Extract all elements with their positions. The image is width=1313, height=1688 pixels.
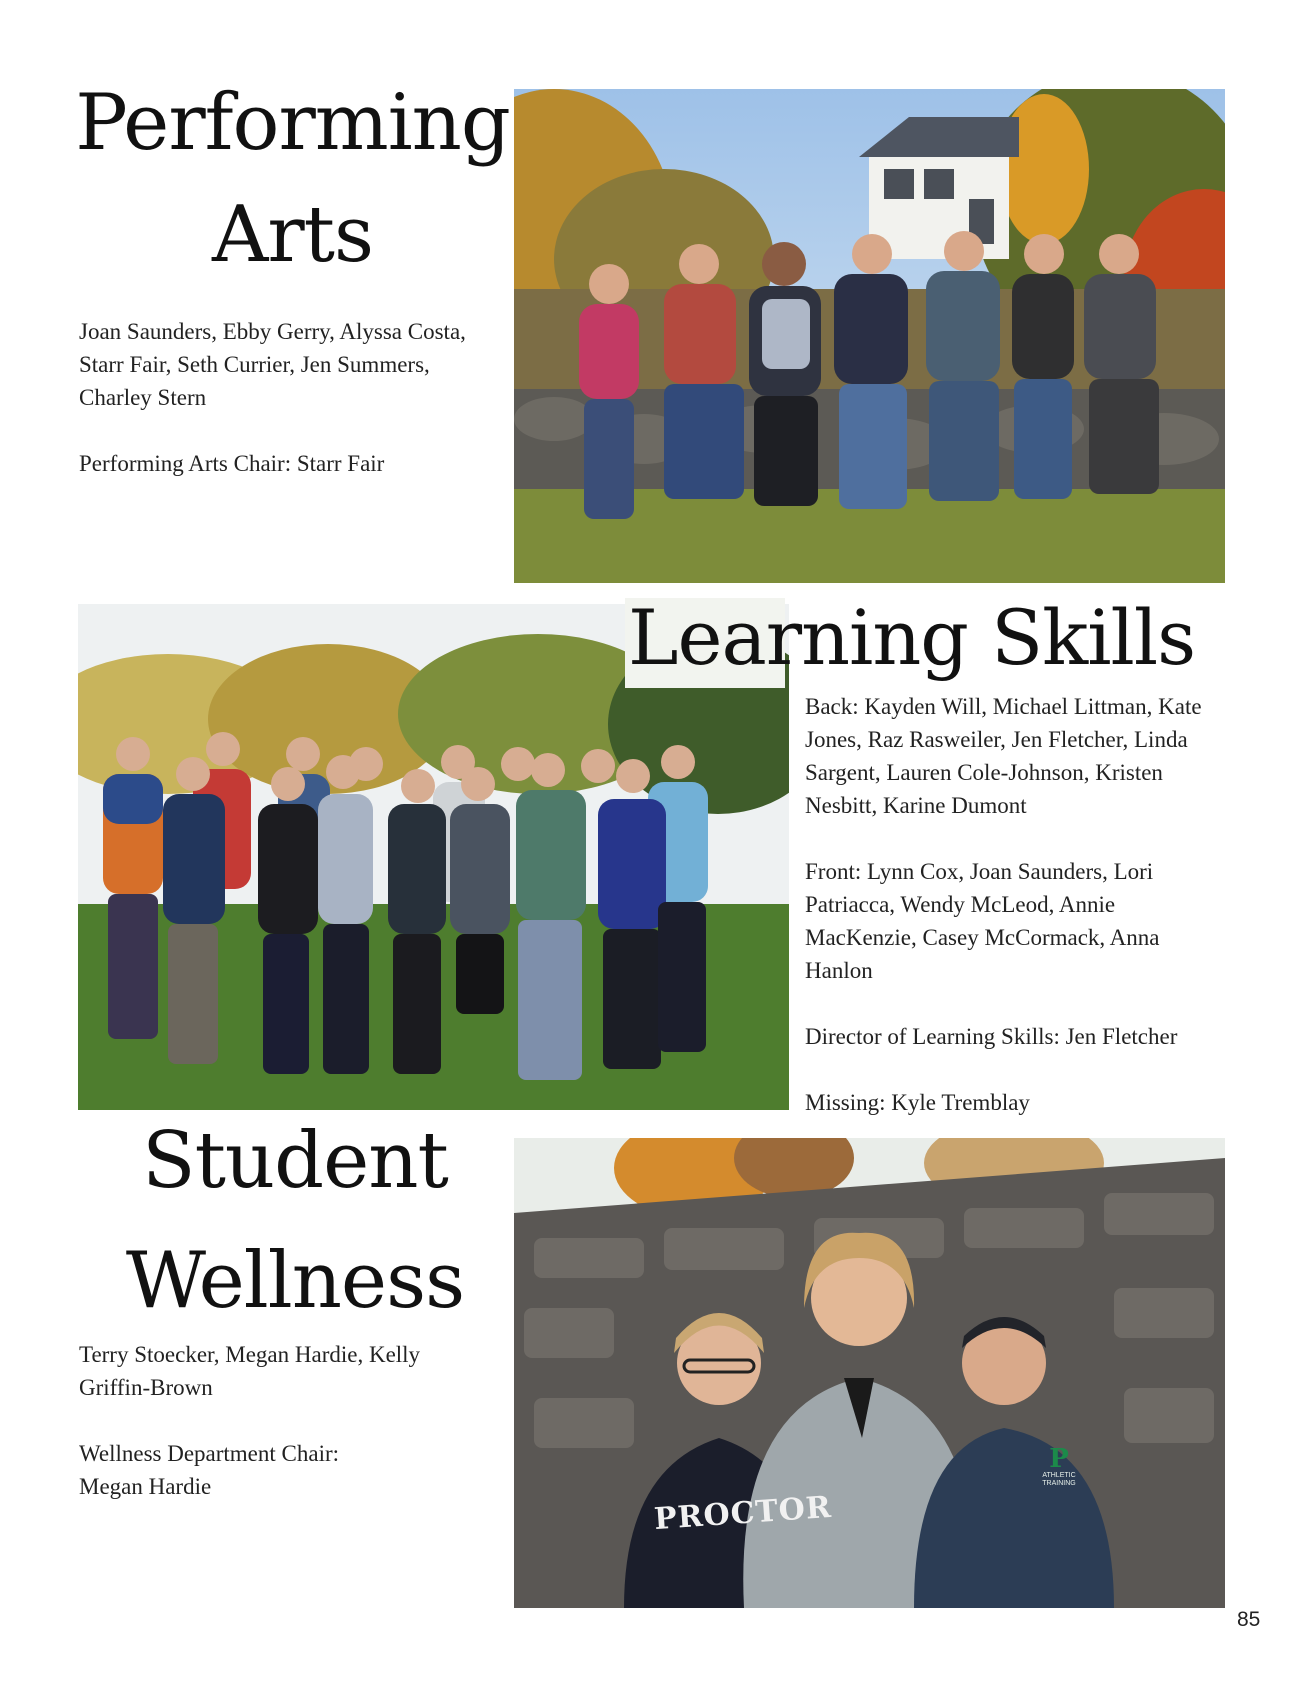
student-wellness-chair-line1: Wellness Department Chair: — [79, 1441, 340, 1466]
learning-skills-director: Director of Learning Skills: Jen Fletcher — [805, 1024, 1178, 1049]
page-number: 85 — [1237, 1608, 1261, 1631]
athletic-logo-caption: ATHLETIC TRAINING — [1042, 1472, 1076, 1487]
performing-arts-chair: Performing Arts Chair: Starr Fair — [79, 451, 385, 476]
athletic-logo-letter: P — [1049, 1444, 1069, 1474]
student-wellness-title-line2: Wellness — [125, 1236, 465, 1326]
performing-arts-title-line1: Performing — [75, 78, 510, 168]
learning-skills-title: Learning Skills — [628, 593, 1196, 682]
performing-arts-members: Joan Saunders, Ebby Gerry, Alyssa Costa, Starr Fair, Seth Currier, Jen Summers, Charley Stern — [79, 319, 466, 410]
learning-skills-text — [805, 690, 1225, 1152]
student-wellness-title — [75, 1116, 515, 1326]
learning-skills-front: Front: Lynn Cox, Joan Saunders, Lori Patriacca, Wendy McLeod, Annie MacKenzie, Casey McCormack, Anna Hanlon — [805, 859, 1160, 983]
student-wellness-chair-line2: Megan Hardie — [79, 1474, 212, 1499]
student-wellness-title-line1: Student — [142, 1116, 448, 1206]
student-wellness-members: Terry Stoecker, Megan Hardie, Kelly Griffin-Brown — [79, 1342, 421, 1400]
student-wellness-photo — [514, 1138, 1225, 1608]
sweatshirt-text: PROCTOR — [652, 1489, 833, 1538]
performing-arts-text — [79, 315, 499, 513]
student-wellness-text — [79, 1338, 479, 1503]
athletic-logo — [1034, 1446, 1084, 1488]
performing-arts-photo — [514, 89, 1225, 583]
performing-arts-title — [70, 78, 515, 280]
performing-arts-title-line2: Arts — [212, 190, 373, 280]
learning-skills-back: Back: Kayden Will, Michael Littman, Kate Jones, Raz Rasweiler, Jen Fletcher, Linda Sargent, Lauren Cole-Johnson, Kristen Nesbitt, Karine Dumont — [805, 694, 1202, 818]
learning-skills-missing: Missing: Kyle Tremblay — [805, 1090, 1030, 1115]
